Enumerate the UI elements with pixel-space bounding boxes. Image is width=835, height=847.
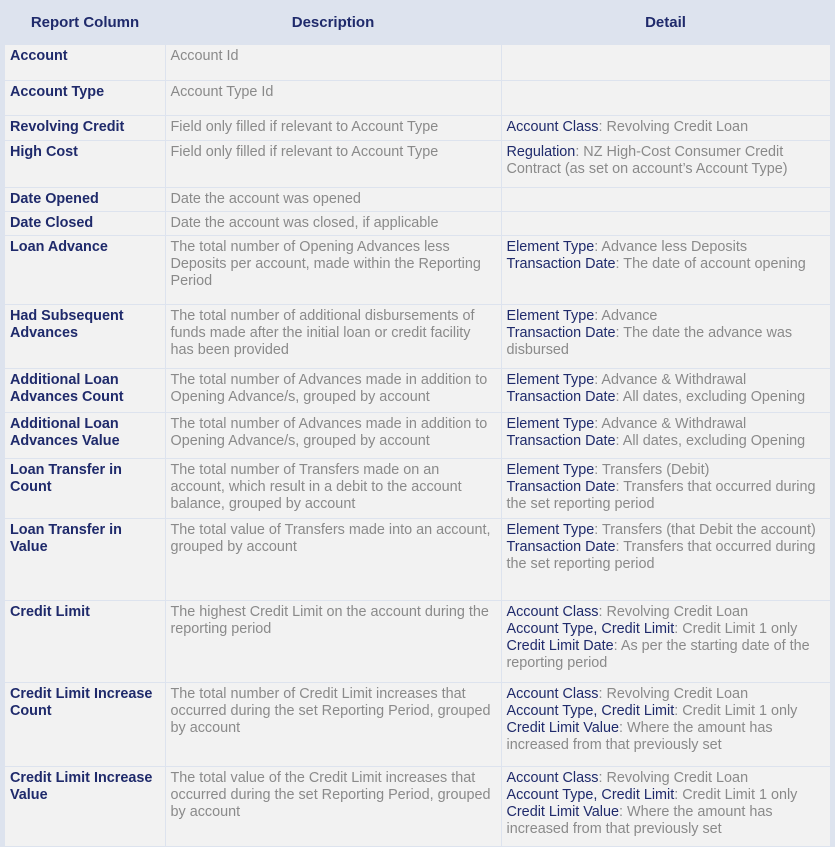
detail-cell <box>501 458 830 518</box>
detail-value: : Credit Limit 1 only <box>674 702 798 719</box>
detail-value: : Transfers that occurred during the set reporting period <box>506 538 816 572</box>
detail-cell <box>501 766 830 846</box>
table-row <box>5 140 830 187</box>
detail-line <box>507 462 826 479</box>
detail-cell <box>501 600 830 682</box>
header-detail: Detail <box>501 0 830 45</box>
detail-value: : All dates, excluding Opening <box>615 432 806 449</box>
table-row <box>5 304 830 368</box>
description-cell: The total value of the Credit Limit increases that occurred during the set Reporting Period, grouped by account <box>165 766 501 846</box>
detail-line <box>507 308 826 325</box>
table-row <box>5 368 830 412</box>
table-row <box>5 115 830 140</box>
detail-value: : All dates, excluding Opening <box>615 388 806 405</box>
detail-line <box>507 720 826 754</box>
detail-cell <box>501 412 830 458</box>
detail-line <box>507 433 826 450</box>
description-cell: The total number of Opening Advances less Deposits per account, made within the Reporting Period <box>165 235 501 304</box>
report-column-cell: Loan Transfer in Value <box>5 518 165 600</box>
description-cell: Field only filled if relevant to Account Type <box>165 140 501 187</box>
detail-key: Transaction Date <box>506 255 616 272</box>
description-cell: The total number of Advances made in addition to Opening Advance/s, grouped by account <box>165 368 501 412</box>
detail-key: Account Class <box>506 685 599 702</box>
detail-cell <box>501 45 830 80</box>
table-row <box>5 682 830 766</box>
detail-line <box>507 686 826 703</box>
detail-value: : Transfers that occurred during the set reporting period <box>506 478 816 512</box>
detail-value: : Where the amount has increased from that previously set <box>506 803 773 837</box>
table-body <box>5 45 830 846</box>
table-row <box>5 518 830 600</box>
detail-key: Account Type, Credit Limit <box>506 786 675 803</box>
detail-cell <box>501 368 830 412</box>
report-column-cell: Account <box>5 45 165 80</box>
detail-cell <box>501 211 830 235</box>
detail-value: : Advance & Withdrawal <box>594 371 747 388</box>
detail-key: Credit Limit Value <box>506 719 620 736</box>
detail-line <box>507 522 826 539</box>
detail-key: Element Type <box>506 238 595 255</box>
detail-line <box>507 770 826 787</box>
detail-line <box>507 479 826 513</box>
report-column-cell: Credit Limit Increase Count <box>5 682 165 766</box>
detail-line <box>507 539 826 573</box>
detail-value: : NZ High-Cost Consumer Credit Contract (as set on account’s Account Type) <box>506 143 788 177</box>
detail-value: : Transfers (that Debit the account) <box>594 521 816 538</box>
detail-key: Credit Limit Date <box>506 637 614 654</box>
description-cell: The total number of Transfers made on an account, which result in a debit to the account balance, grouped by account <box>165 458 501 518</box>
report-column-cell: Revolving Credit <box>5 115 165 140</box>
detail-cell <box>501 115 830 140</box>
report-column-cell: Had Subsequent Advances <box>5 304 165 368</box>
detail-key: Transaction Date <box>506 432 616 449</box>
report-column-cell: High Cost <box>5 140 165 187</box>
table-row <box>5 235 830 304</box>
detail-key: Account Class <box>506 118 599 135</box>
description-cell: The total number of Advances made in addition to Opening Advance/s, grouped by account <box>165 412 501 458</box>
report-column-cell: Loan Advance <box>5 235 165 304</box>
detail-key: Transaction Date <box>506 324 616 341</box>
detail-line <box>507 621 826 638</box>
table-row <box>5 600 830 682</box>
report-column-cell: Additional Loan Advances Value <box>5 412 165 458</box>
table-row <box>5 211 830 235</box>
detail-value: : The date the advance was disbursed <box>506 324 793 358</box>
detail-line <box>507 256 826 273</box>
detail-key: Account Type, Credit Limit <box>506 702 675 719</box>
report-column-cell: Date Closed <box>5 211 165 235</box>
detail-line <box>507 325 826 359</box>
detail-line <box>507 144 826 178</box>
detail-key: Element Type <box>506 307 595 324</box>
detail-cell <box>501 140 830 187</box>
detail-value: : Revolving Credit Loan <box>598 769 749 786</box>
detail-key: Account Type, Credit Limit <box>506 620 675 637</box>
description-cell: Date the account was closed, if applicable <box>165 211 501 235</box>
detail-cell <box>501 304 830 368</box>
description-cell: The total value of Transfers made into an account, grouped by account <box>165 518 501 600</box>
header-description: Description <box>165 0 501 45</box>
table-row <box>5 80 830 115</box>
report-column-cell: Loan Transfer in Count <box>5 458 165 518</box>
description-cell: Account Type Id <box>165 80 501 115</box>
detail-key: Element Type <box>506 521 595 538</box>
description-cell: The highest Credit Limit on the account during the reporting period <box>165 600 501 682</box>
header-report-column: Report Column <box>5 0 165 45</box>
detail-line <box>507 604 826 621</box>
detail-key: Transaction Date <box>506 478 616 495</box>
table-row <box>5 412 830 458</box>
report-column-cell: Credit Limit <box>5 600 165 682</box>
description-cell: Date the account was opened <box>165 187 501 211</box>
description-cell: Field only filled if relevant to Account Type <box>165 115 501 140</box>
detail-value: : Credit Limit 1 only <box>674 620 798 637</box>
table-row <box>5 45 830 80</box>
detail-value: : Revolving Credit Loan <box>598 603 749 620</box>
detail-key: Transaction Date <box>506 388 616 405</box>
report-column-cell: Additional Loan Advances Count <box>5 368 165 412</box>
detail-key: Element Type <box>506 415 595 432</box>
table-row <box>5 187 830 211</box>
detail-key: Element Type <box>506 461 595 478</box>
report-column-cell: Date Opened <box>5 187 165 211</box>
description-cell: The total number of Credit Limit increases that occurred during the set Reporting Period, grouped by account <box>165 682 501 766</box>
detail-line <box>507 239 826 256</box>
report-column-cell: Account Type <box>5 80 165 115</box>
detail-line <box>507 638 826 672</box>
detail-value: : Advance & Withdrawal <box>594 415 747 432</box>
detail-value: : Transfers (Debit) <box>594 461 710 478</box>
detail-value: : Advance <box>594 307 658 324</box>
table-header-row <box>5 0 830 45</box>
detail-line <box>507 119 826 136</box>
detail-line <box>507 372 826 389</box>
detail-cell <box>501 518 830 600</box>
detail-line <box>507 389 826 406</box>
detail-key: Element Type <box>506 371 595 388</box>
table-row <box>5 458 830 518</box>
detail-value: : Revolving Credit Loan <box>598 118 749 135</box>
detail-line <box>507 804 826 838</box>
detail-line <box>507 416 826 433</box>
detail-value: : Where the amount has increased from that previously set <box>506 719 773 753</box>
detail-value: : Credit Limit 1 only <box>674 786 798 803</box>
report-columns-table <box>5 0 830 847</box>
detail-line <box>507 703 826 720</box>
detail-cell <box>501 187 830 211</box>
detail-key: Account Class <box>506 603 599 620</box>
detail-line <box>507 787 826 804</box>
detail-key: Regulation <box>506 143 576 160</box>
detail-value: : Revolving Credit Loan <box>598 685 749 702</box>
detail-value: : As per the starting date of the reporting period <box>506 637 810 671</box>
detail-cell <box>501 235 830 304</box>
description-cell: The total number of additional disbursements of funds made after the initial loan or credit facility has been provided <box>165 304 501 368</box>
description-cell: Account Id <box>165 45 501 80</box>
detail-cell <box>501 80 830 115</box>
detail-key: Account Class <box>506 769 599 786</box>
detail-cell <box>501 682 830 766</box>
table-row <box>5 766 830 846</box>
report-column-cell: Credit Limit Increase Value <box>5 766 165 846</box>
detail-value: : The date of account opening <box>615 255 806 272</box>
detail-key: Transaction Date <box>506 538 616 555</box>
detail-value: : Advance less Deposits <box>594 238 748 255</box>
detail-key: Credit Limit Value <box>506 803 620 820</box>
